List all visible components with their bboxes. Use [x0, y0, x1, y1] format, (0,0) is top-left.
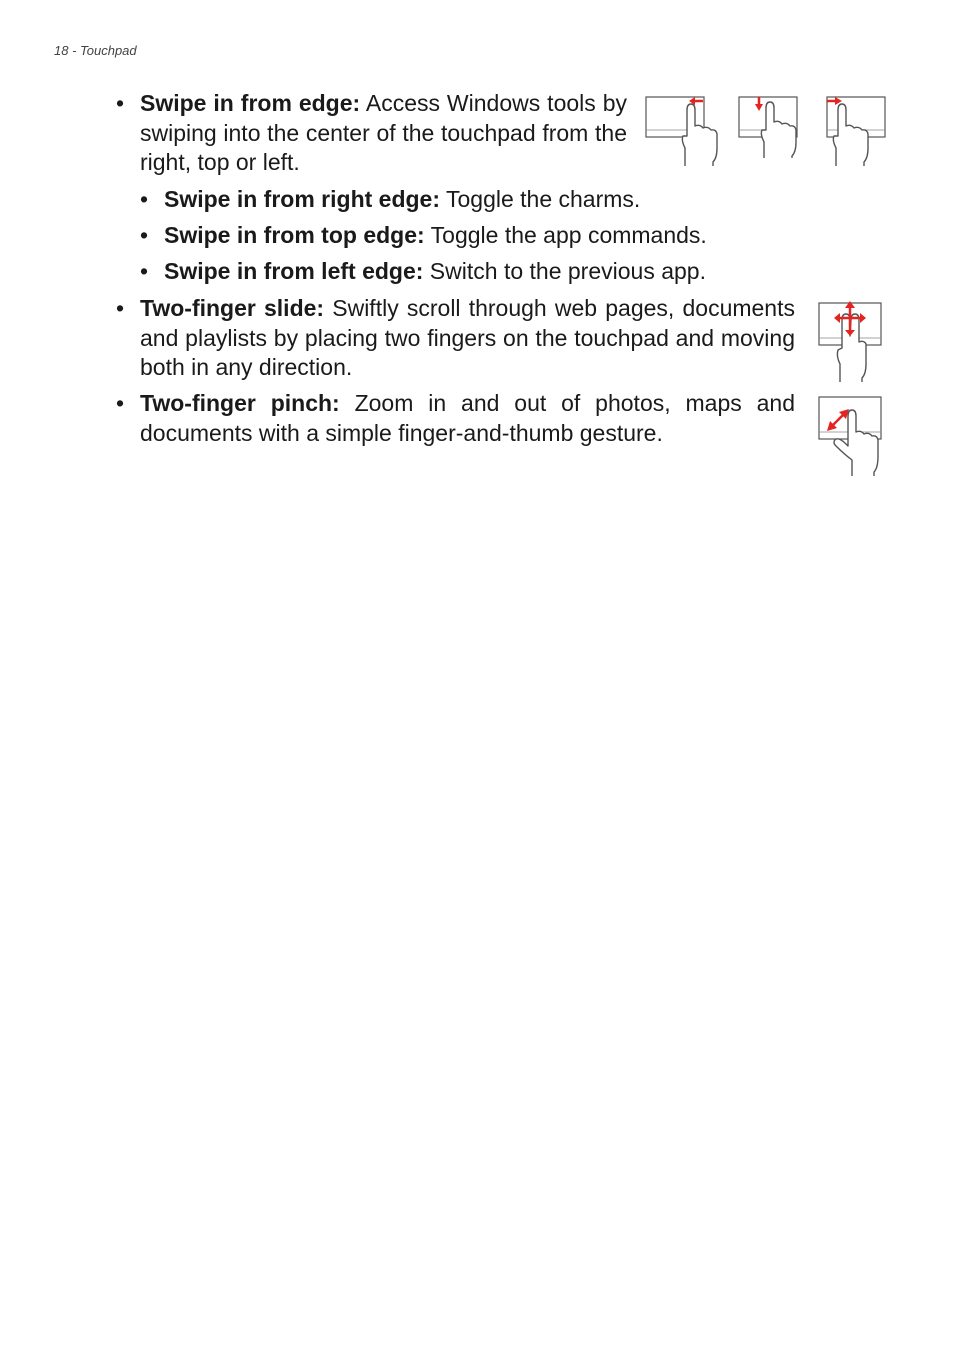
swipe-from-right-edge-text: Toggle the charms.	[440, 186, 641, 212]
page-header: 18 - Touchpad	[54, 43, 137, 58]
bullet: •	[140, 222, 149, 248]
swipe-from-left-edge-title: Swipe in from left edge:	[164, 258, 424, 284]
two-finger-pinch-item	[116, 389, 795, 448]
two-finger-pinch-text: Zoom in and out of photos, maps and documents with a simple finger-and-thumb gesture.	[140, 390, 795, 446]
swipe-from-top-edge-item	[140, 221, 707, 250]
swipe-in-from-edge-item	[116, 89, 627, 178]
swipe-in-from-edge-title: Swipe in from edge:	[140, 90, 361, 116]
two-finger-slide-title: Two-finger slide:	[140, 295, 325, 321]
bullet: •	[140, 186, 149, 212]
swipe-from-top-edge-icon	[738, 96, 800, 160]
bullet: •	[116, 390, 125, 416]
swipe-from-left-edge-icon	[826, 96, 888, 168]
bullet: •	[116, 295, 125, 321]
two-finger-pinch-title: Two-finger pinch:	[140, 390, 340, 416]
bullet: •	[140, 258, 149, 284]
swipe-from-right-edge-item	[140, 185, 641, 214]
swipe-from-top-edge-title: Swipe in from top edge:	[164, 222, 425, 248]
swipe-from-right-edge-icon	[645, 96, 720, 168]
bullet: •	[116, 90, 125, 116]
two-finger-slide-text: Swiftly scroll through web pages, documents and playlists by placing two fingers on the touchpad and moving both in any direction.	[140, 295, 795, 380]
swipe-from-top-edge-text: Toggle the app commands.	[424, 222, 707, 248]
two-finger-slide-item	[116, 294, 795, 383]
swipe-from-right-edge-title: Swipe in from right edge:	[164, 186, 441, 212]
swipe-in-from-edge-text: Access Windows tools by swiping into the center of the touchpad from the right, top or left.	[140, 90, 627, 175]
swipe-from-left-edge-text: Switch to the previous app.	[423, 258, 706, 284]
two-finger-pinch-icon	[818, 396, 884, 478]
two-finger-slide-icon	[818, 300, 884, 384]
swipe-from-left-edge-item	[140, 257, 706, 286]
